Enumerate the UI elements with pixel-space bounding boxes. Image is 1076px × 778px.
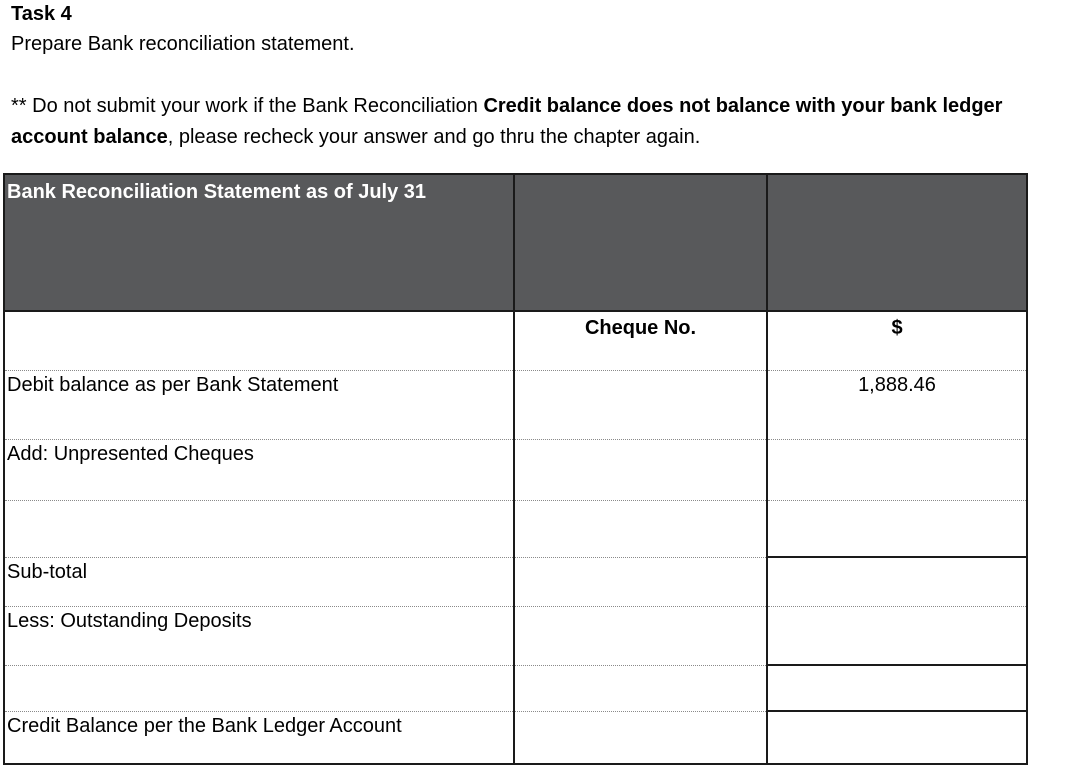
cheque-cell[interactable] bbox=[514, 606, 767, 665]
label-cell[interactable] bbox=[4, 557, 514, 606]
label-cell[interactable] bbox=[4, 711, 514, 764]
cheque-cell[interactable] bbox=[514, 665, 767, 711]
note-suffix: , please recheck your answer and go thru the chapter again. bbox=[167, 126, 701, 148]
cheque-value bbox=[515, 501, 766, 503]
label-cell[interactable] bbox=[4, 370, 514, 439]
cheque-value bbox=[515, 371, 766, 373]
cheque-value bbox=[515, 440, 766, 442]
amount-cell[interactable] bbox=[767, 606, 1027, 665]
cheque-header-cell bbox=[514, 311, 767, 370]
amount-header: $ bbox=[891, 317, 903, 339]
cheque-value bbox=[515, 666, 766, 668]
cheque-no-header: Cheque No. bbox=[584, 317, 697, 339]
label-cell bbox=[4, 311, 514, 370]
cheque-value bbox=[515, 558, 766, 560]
submission-note bbox=[11, 91, 1071, 153]
cheque-cell[interactable] bbox=[514, 557, 767, 606]
amount-cell[interactable] bbox=[767, 370, 1027, 439]
note-emphasis: Credit balance does not balance with your bank ledger account balance bbox=[11, 95, 1003, 148]
row-label bbox=[5, 666, 513, 668]
row-label bbox=[5, 501, 513, 503]
cheque-cell[interactable] bbox=[514, 370, 767, 439]
row-label: Debit balance as per Bank Statement bbox=[7, 373, 339, 396]
table-row bbox=[4, 439, 1027, 500]
row-label: Add: Unpresented Cheques bbox=[7, 442, 254, 465]
amount-cell[interactable] bbox=[767, 500, 1027, 557]
cheque-cell[interactable] bbox=[514, 500, 767, 557]
row-label: Less: Outstanding Deposits bbox=[7, 609, 252, 632]
header-blank-cell bbox=[514, 174, 767, 311]
table-row bbox=[4, 370, 1027, 439]
amount-value bbox=[768, 712, 1026, 714]
header-title-cell bbox=[4, 174, 514, 311]
cheque-cell[interactable] bbox=[514, 439, 767, 500]
statement-title: Bank Reconciliation Statement as of July 31 bbox=[7, 181, 427, 203]
amount-cell[interactable] bbox=[767, 711, 1027, 764]
amount-cell[interactable] bbox=[767, 439, 1027, 500]
amount-value bbox=[768, 501, 1026, 503]
table-row bbox=[4, 557, 1027, 606]
table-row bbox=[4, 711, 1027, 764]
column-header-row bbox=[4, 311, 1027, 370]
task-description: Prepare Bank reconciliation statement. bbox=[11, 33, 355, 55]
label-cell[interactable] bbox=[4, 665, 514, 711]
amount-value bbox=[768, 558, 1026, 560]
table-header-row bbox=[4, 174, 1027, 311]
table-row bbox=[4, 500, 1027, 557]
table-row bbox=[4, 606, 1027, 665]
amount-value bbox=[768, 666, 1026, 668]
table-row bbox=[4, 665, 1027, 711]
amount-cell[interactable] bbox=[767, 665, 1027, 711]
cheque-value bbox=[515, 607, 766, 609]
row-label: Sub-total bbox=[7, 560, 88, 583]
cheque-cell[interactable] bbox=[514, 711, 767, 764]
label-cell[interactable] bbox=[4, 606, 514, 665]
task-title: Task 4 bbox=[11, 3, 72, 25]
amount-value bbox=[768, 607, 1026, 609]
amount-value: 1,888.46 bbox=[858, 373, 936, 396]
label-cell[interactable] bbox=[4, 500, 514, 557]
label-cell[interactable] bbox=[4, 439, 514, 500]
reconciliation-table bbox=[3, 173, 1028, 765]
cheque-value bbox=[515, 712, 766, 714]
amount-cell[interactable] bbox=[767, 557, 1027, 606]
amount-value bbox=[768, 440, 1026, 442]
row-label: Credit Balance per the Bank Ledger Account bbox=[7, 714, 402, 737]
amount-header-cell bbox=[767, 311, 1027, 370]
header-blank-cell bbox=[767, 174, 1027, 311]
note-prefix: ** Do not submit your work if the Bank Reconciliation bbox=[11, 95, 484, 117]
